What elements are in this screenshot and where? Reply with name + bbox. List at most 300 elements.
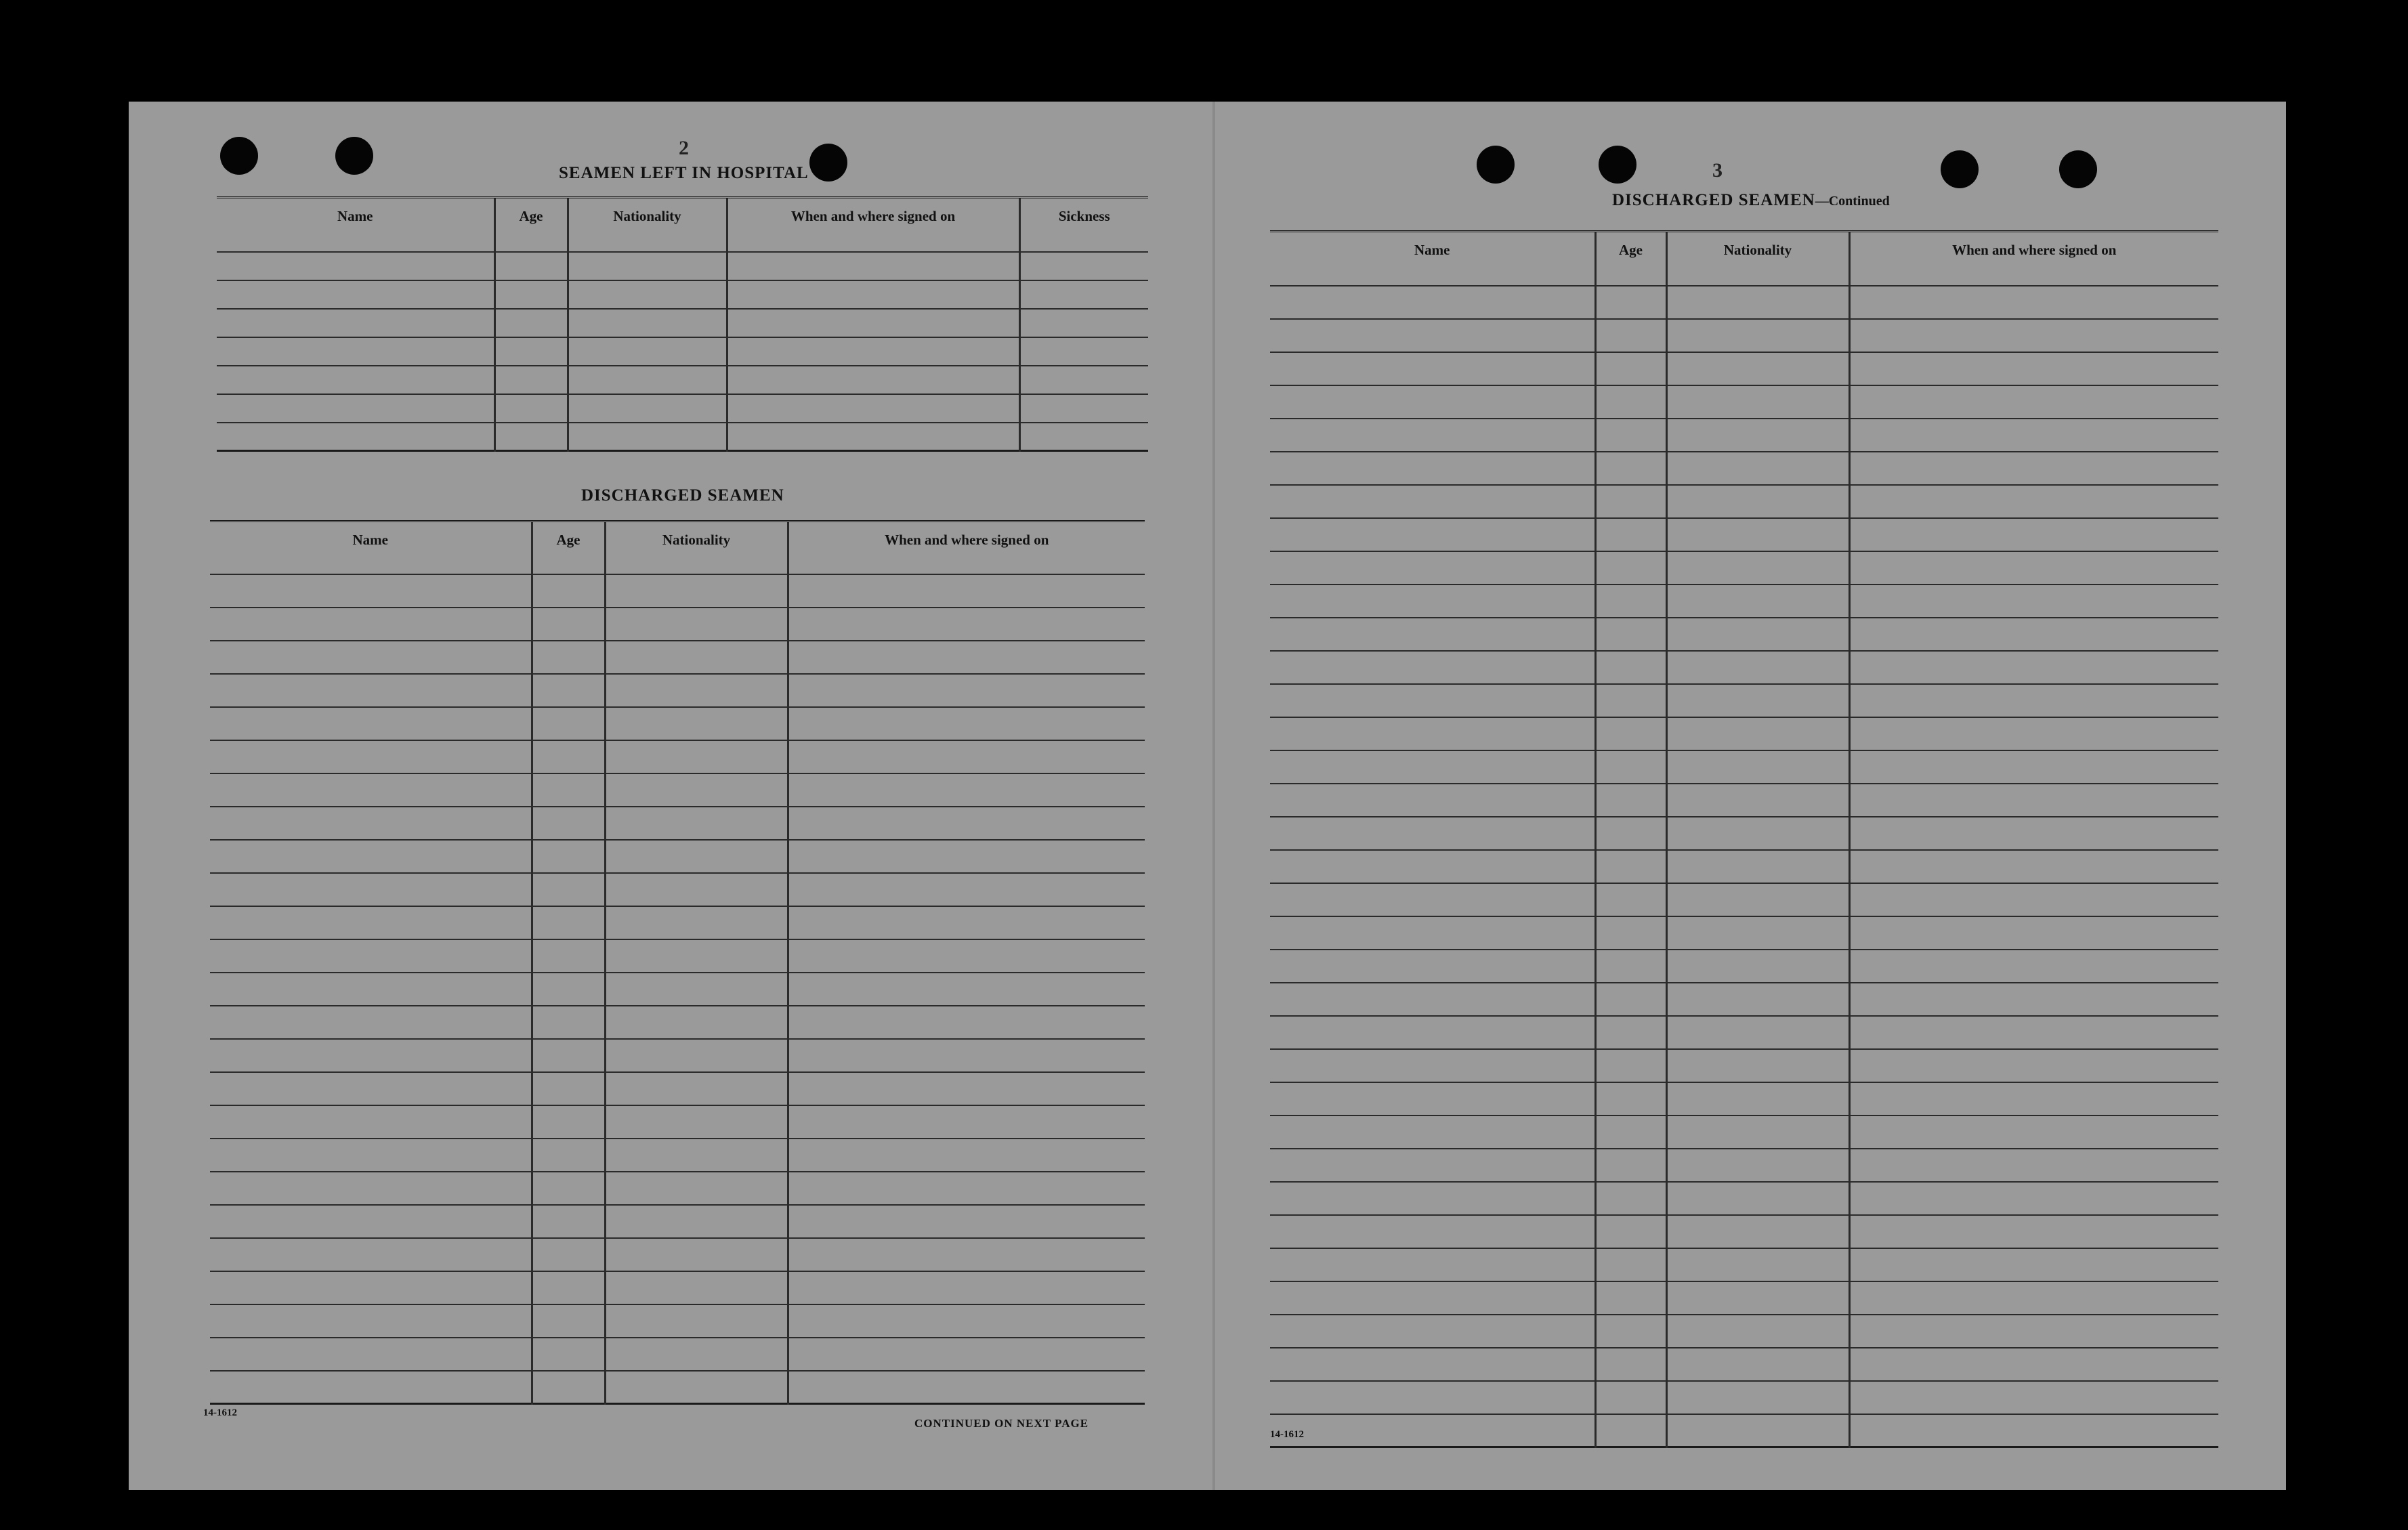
blank-cell xyxy=(1666,551,1849,585)
table-row xyxy=(210,1139,1145,1172)
blank-cell xyxy=(1270,551,1595,585)
blank-cell xyxy=(568,366,727,394)
blank-cell xyxy=(210,939,532,973)
blank-cell xyxy=(1849,850,2218,883)
title-main: DISCHARGED SEAMEN xyxy=(1612,191,1815,209)
blank-cell xyxy=(788,1072,1145,1105)
table-row xyxy=(210,1238,1145,1271)
blank-cell xyxy=(568,337,727,366)
blank-cell xyxy=(788,740,1145,773)
blank-cell xyxy=(210,740,532,773)
table-row xyxy=(210,707,1145,740)
form-number: 14-1612 xyxy=(1270,1429,1304,1440)
blank-cell xyxy=(1019,280,1148,309)
blank-cell xyxy=(532,1006,605,1039)
blank-cell xyxy=(1270,1315,1595,1348)
blank-cell xyxy=(1270,684,1595,717)
blank-cell xyxy=(727,423,1019,451)
table-row xyxy=(1270,784,2218,817)
table-row xyxy=(210,1105,1145,1139)
blank-cell xyxy=(788,973,1145,1006)
binder-hole xyxy=(2059,150,2097,188)
blank-cell xyxy=(1270,1348,1595,1381)
blank-cell xyxy=(568,309,727,337)
blank-cell xyxy=(1666,750,1849,784)
blank-cell xyxy=(1666,1248,1849,1281)
table-row xyxy=(1270,585,2218,618)
blank-cell xyxy=(1666,385,1849,419)
blank-cell xyxy=(1270,1149,1595,1182)
blank-cell xyxy=(1666,1348,1849,1381)
blank-cell xyxy=(788,1105,1145,1139)
blank-cell xyxy=(1849,817,2218,850)
title-suffix: —Continued xyxy=(1815,194,1890,209)
blank-cell xyxy=(494,280,568,309)
blank-cell xyxy=(1595,784,1666,817)
blank-cell xyxy=(210,1139,532,1172)
table-row xyxy=(1270,1049,2218,1082)
column-header-name: Name xyxy=(210,522,532,574)
column-header-age: Age xyxy=(494,198,568,252)
blank-cell xyxy=(1595,1381,1666,1414)
table-row xyxy=(1270,1016,2218,1049)
blank-cell xyxy=(210,1105,532,1139)
table-row xyxy=(1270,717,2218,750)
table-row xyxy=(1270,1348,2218,1381)
blank-cell xyxy=(1849,1149,2218,1182)
blank-cell xyxy=(1849,950,2218,983)
blank-cell xyxy=(1270,1414,1595,1447)
column-header-age: Age xyxy=(532,522,605,574)
blank-cell xyxy=(217,423,494,451)
blank-cell xyxy=(1849,1182,2218,1215)
blank-cell xyxy=(1849,750,2218,784)
blank-cell xyxy=(1666,1115,1849,1149)
blank-cell xyxy=(1849,352,2218,385)
blank-cell xyxy=(1270,1248,1595,1281)
blank-cell xyxy=(210,773,532,807)
blank-cell xyxy=(1270,385,1595,419)
column-header-nationality: Nationality xyxy=(1666,232,1849,286)
blank-cell xyxy=(605,1371,788,1404)
blank-cell xyxy=(1595,1414,1666,1447)
binder-hole xyxy=(335,137,373,175)
blank-cell xyxy=(217,309,494,337)
blank-cell xyxy=(1849,916,2218,950)
table-row xyxy=(210,873,1145,906)
blank-cell xyxy=(1849,551,2218,585)
blank-cell xyxy=(1849,1248,2218,1281)
table-row xyxy=(1270,452,2218,485)
blank-cell xyxy=(1019,252,1148,280)
blank-cell xyxy=(1666,485,1849,518)
blank-cell xyxy=(1270,1281,1595,1315)
blank-cell xyxy=(1666,651,1849,684)
blank-cell xyxy=(1849,883,2218,916)
blank-cell xyxy=(1270,1049,1595,1082)
table-row xyxy=(1270,385,2218,419)
blank-cell xyxy=(1595,419,1666,452)
blank-cell xyxy=(1270,452,1595,485)
blank-cell xyxy=(1595,1215,1666,1248)
blank-cell xyxy=(1595,452,1666,485)
blank-cell xyxy=(1595,684,1666,717)
table-row xyxy=(1270,1281,2218,1315)
blank-cell xyxy=(1849,1281,2218,1315)
table-row xyxy=(210,1205,1145,1238)
blank-cell xyxy=(788,608,1145,641)
blank-cell xyxy=(788,939,1145,973)
blank-cell xyxy=(1270,1082,1595,1115)
blank-cell xyxy=(1666,883,1849,916)
blank-cell xyxy=(1849,618,2218,651)
left-page xyxy=(129,102,1206,1490)
blank-cell xyxy=(532,1304,605,1338)
blank-cell xyxy=(1595,1049,1666,1082)
blank-cell xyxy=(1270,883,1595,916)
blank-cell xyxy=(605,906,788,939)
table-row xyxy=(210,608,1145,641)
blank-cell xyxy=(1666,452,1849,485)
blank-cell xyxy=(788,1205,1145,1238)
blank-cell xyxy=(1849,452,2218,485)
table-row xyxy=(1270,651,2218,684)
table-row xyxy=(210,1006,1145,1039)
blank-cell xyxy=(1019,394,1148,423)
blank-cell xyxy=(210,1338,532,1371)
center-fold xyxy=(1212,102,1215,1490)
blank-cell xyxy=(605,608,788,641)
blank-cell xyxy=(1666,518,1849,551)
blank-cell xyxy=(1019,423,1148,451)
table-row xyxy=(210,973,1145,1006)
blank-cell xyxy=(1270,1215,1595,1248)
table-row xyxy=(1270,518,2218,551)
table-row xyxy=(1270,850,2218,883)
discharged-section-title: DISCHARGED SEAMEN xyxy=(581,486,784,505)
blank-cell xyxy=(1849,1215,2218,1248)
table-row xyxy=(1270,983,2218,1016)
blank-cell xyxy=(532,1238,605,1271)
document-spread xyxy=(129,102,2286,1490)
blank-cell xyxy=(788,1371,1145,1404)
table-row xyxy=(1270,916,2218,950)
blank-cell xyxy=(727,309,1019,337)
table-row xyxy=(210,1072,1145,1105)
blank-cell xyxy=(1595,1281,1666,1315)
table-row xyxy=(1270,1149,2218,1182)
blank-cell xyxy=(210,641,532,674)
column-header-sickness: Sickness xyxy=(1019,198,1148,252)
blank-cell xyxy=(210,906,532,939)
blank-cell xyxy=(1595,1182,1666,1215)
blank-cell xyxy=(1849,1381,2218,1414)
blank-cell xyxy=(727,394,1019,423)
blank-cell xyxy=(1666,684,1849,717)
blank-cell xyxy=(1666,950,1849,983)
blank-cell xyxy=(1595,618,1666,651)
blank-cell xyxy=(210,1371,532,1404)
column-header-name: Name xyxy=(217,198,494,252)
blank-cell xyxy=(1595,1115,1666,1149)
blank-cell xyxy=(605,740,788,773)
blank-cell xyxy=(605,1238,788,1271)
binder-hole xyxy=(1599,146,1636,184)
blank-cell xyxy=(1595,883,1666,916)
table-row xyxy=(1270,1215,2218,1248)
blank-cell xyxy=(210,1039,532,1072)
blank-cell xyxy=(532,840,605,873)
blank-cell xyxy=(532,973,605,1006)
blank-cell xyxy=(1270,1381,1595,1414)
blank-cell xyxy=(1595,585,1666,618)
blank-cell xyxy=(1019,337,1148,366)
table-row xyxy=(217,423,1148,451)
blank-cell xyxy=(1666,585,1849,618)
blank-cell xyxy=(532,807,605,840)
blank-cell xyxy=(605,939,788,973)
blank-cell xyxy=(532,674,605,707)
blank-cell xyxy=(1849,684,2218,717)
table-row xyxy=(210,1304,1145,1338)
blank-cell xyxy=(605,707,788,740)
table-row xyxy=(217,337,1148,366)
table-row xyxy=(210,740,1145,773)
blank-cell xyxy=(1666,717,1849,750)
blank-cell xyxy=(217,252,494,280)
blank-cell xyxy=(1595,750,1666,784)
blank-cell xyxy=(1270,352,1595,385)
table-row xyxy=(1270,1248,2218,1281)
blank-cell xyxy=(568,252,727,280)
blank-cell xyxy=(1666,1281,1849,1315)
blank-cell xyxy=(532,1205,605,1238)
table-row xyxy=(1270,1315,2218,1348)
blank-cell xyxy=(1849,419,2218,452)
table-row xyxy=(1270,950,2218,983)
blank-cell xyxy=(494,394,568,423)
blank-cell xyxy=(1595,1016,1666,1049)
blank-cell xyxy=(532,939,605,973)
blank-cell xyxy=(605,1072,788,1105)
blank-cell xyxy=(532,1271,605,1304)
blank-cell xyxy=(1666,784,1849,817)
blank-cell xyxy=(568,394,727,423)
blank-cell xyxy=(1849,1348,2218,1381)
table-row xyxy=(210,906,1145,939)
blank-cell xyxy=(605,873,788,906)
blank-cell xyxy=(1270,286,1595,319)
blank-cell xyxy=(532,1105,605,1139)
blank-cell xyxy=(1666,850,1849,883)
discharged-table xyxy=(210,520,1145,1405)
blank-cell xyxy=(1270,618,1595,651)
blank-cell xyxy=(1666,286,1849,319)
right-page xyxy=(1219,102,2286,1490)
blank-cell xyxy=(1019,309,1148,337)
table-row xyxy=(1270,485,2218,518)
blank-cell xyxy=(210,1238,532,1271)
table-row xyxy=(210,1338,1145,1371)
blank-cell xyxy=(532,873,605,906)
blank-cell xyxy=(727,280,1019,309)
column-header-signed-on: When and where signed on xyxy=(788,522,1145,574)
blank-cell xyxy=(1595,950,1666,983)
blank-cell xyxy=(605,1105,788,1139)
blank-cell xyxy=(1849,585,2218,618)
blank-cell xyxy=(210,1006,532,1039)
blank-cell xyxy=(727,252,1019,280)
table-row xyxy=(210,1039,1145,1072)
table-row xyxy=(217,394,1148,423)
blank-cell xyxy=(1270,916,1595,950)
table-row xyxy=(1270,1182,2218,1215)
blank-cell xyxy=(1849,1414,2218,1447)
blank-cell xyxy=(210,707,532,740)
blank-cell xyxy=(217,394,494,423)
blank-cell xyxy=(1270,1182,1595,1215)
blank-cell xyxy=(605,1271,788,1304)
blank-cell xyxy=(532,1338,605,1371)
blank-cell xyxy=(1849,983,2218,1016)
blank-cell xyxy=(210,1304,532,1338)
blank-cell xyxy=(1849,1115,2218,1149)
blank-cell xyxy=(532,906,605,939)
blank-cell xyxy=(1270,1115,1595,1149)
blank-cell xyxy=(788,1338,1145,1371)
column-header-nationality: Nationality xyxy=(605,522,788,574)
blank-cell xyxy=(1595,1348,1666,1381)
blank-cell xyxy=(1595,717,1666,750)
blank-cell xyxy=(1270,319,1595,352)
blank-cell xyxy=(1595,1315,1666,1348)
blank-cell xyxy=(1270,485,1595,518)
blank-cell xyxy=(532,641,605,674)
blank-cell xyxy=(1849,651,2218,684)
blank-cell xyxy=(605,1039,788,1072)
blank-cell xyxy=(788,906,1145,939)
blank-cell xyxy=(788,1139,1145,1172)
table-row xyxy=(210,674,1145,707)
table-row xyxy=(210,641,1145,674)
blank-cell xyxy=(1849,1016,2218,1049)
table-row xyxy=(1270,1082,2218,1115)
blank-cell xyxy=(1270,717,1595,750)
blank-cell xyxy=(1595,850,1666,883)
table-row xyxy=(217,280,1148,309)
blank-cell xyxy=(532,773,605,807)
blank-cell xyxy=(605,773,788,807)
blank-cell xyxy=(605,1304,788,1338)
table-row xyxy=(1270,883,2218,916)
blank-cell xyxy=(1849,485,2218,518)
binder-hole xyxy=(809,144,847,182)
blank-cell xyxy=(788,873,1145,906)
blank-cell xyxy=(1270,817,1595,850)
blank-cell xyxy=(605,807,788,840)
table-row xyxy=(1270,1381,2218,1414)
blank-cell xyxy=(1595,817,1666,850)
blank-cell xyxy=(568,423,727,451)
blank-cell xyxy=(605,1205,788,1238)
blank-cell xyxy=(605,973,788,1006)
column-header-age: Age xyxy=(1595,232,1666,286)
table-row xyxy=(210,807,1145,840)
blank-cell xyxy=(1849,518,2218,551)
blank-cell xyxy=(210,1205,532,1238)
blank-cell xyxy=(1595,983,1666,1016)
blank-cell xyxy=(788,707,1145,740)
table-row xyxy=(1270,1414,2218,1447)
table-row xyxy=(217,309,1148,337)
blank-cell xyxy=(1666,1149,1849,1182)
blank-cell xyxy=(1666,916,1849,950)
binder-hole xyxy=(1477,146,1515,184)
blank-cell xyxy=(1666,983,1849,1016)
blank-cell xyxy=(788,1271,1145,1304)
blank-cell xyxy=(1666,1016,1849,1049)
form-number: 14-1612 xyxy=(203,1407,237,1418)
blank-cell xyxy=(605,674,788,707)
blank-cell xyxy=(788,773,1145,807)
table-row xyxy=(1270,618,2218,651)
blank-cell xyxy=(1849,385,2218,419)
table-row xyxy=(210,1371,1145,1404)
table-row xyxy=(210,1271,1145,1304)
blank-cell xyxy=(788,574,1145,608)
blank-cell xyxy=(1595,916,1666,950)
table-row xyxy=(217,252,1148,280)
blank-cell xyxy=(605,641,788,674)
blank-cell xyxy=(788,1039,1145,1072)
blank-cell xyxy=(532,1039,605,1072)
blank-cell xyxy=(532,1072,605,1105)
column-header-name: Name xyxy=(1270,232,1595,286)
blank-cell xyxy=(1270,750,1595,784)
blank-cell xyxy=(1595,518,1666,551)
blank-cell xyxy=(1666,1215,1849,1248)
blank-cell xyxy=(605,1006,788,1039)
blank-cell xyxy=(1849,717,2218,750)
blank-cell xyxy=(788,641,1145,674)
hospital-section-title: SEAMEN LEFT IN HOSPITAL xyxy=(559,164,809,182)
blank-cell xyxy=(1019,366,1148,394)
page-number: 2 xyxy=(679,137,689,159)
blank-cell xyxy=(1270,651,1595,684)
blank-cell xyxy=(217,280,494,309)
blank-cell xyxy=(1595,1082,1666,1115)
blank-cell xyxy=(1270,784,1595,817)
blank-cell xyxy=(1666,1414,1849,1447)
blank-cell xyxy=(494,423,568,451)
blank-cell xyxy=(532,574,605,608)
blank-cell xyxy=(1666,352,1849,385)
blank-cell xyxy=(1595,385,1666,419)
blank-cell xyxy=(532,740,605,773)
table-row xyxy=(1270,286,2218,319)
blank-cell xyxy=(1270,850,1595,883)
blank-cell xyxy=(494,309,568,337)
blank-cell xyxy=(1666,319,1849,352)
blank-cell xyxy=(1595,1149,1666,1182)
hospital-table xyxy=(217,196,1148,452)
blank-cell xyxy=(1595,352,1666,385)
table-row xyxy=(210,1172,1145,1205)
blank-cell xyxy=(605,1338,788,1371)
blank-cell xyxy=(532,1139,605,1172)
blank-cell xyxy=(532,1371,605,1404)
blank-cell xyxy=(1849,1049,2218,1082)
